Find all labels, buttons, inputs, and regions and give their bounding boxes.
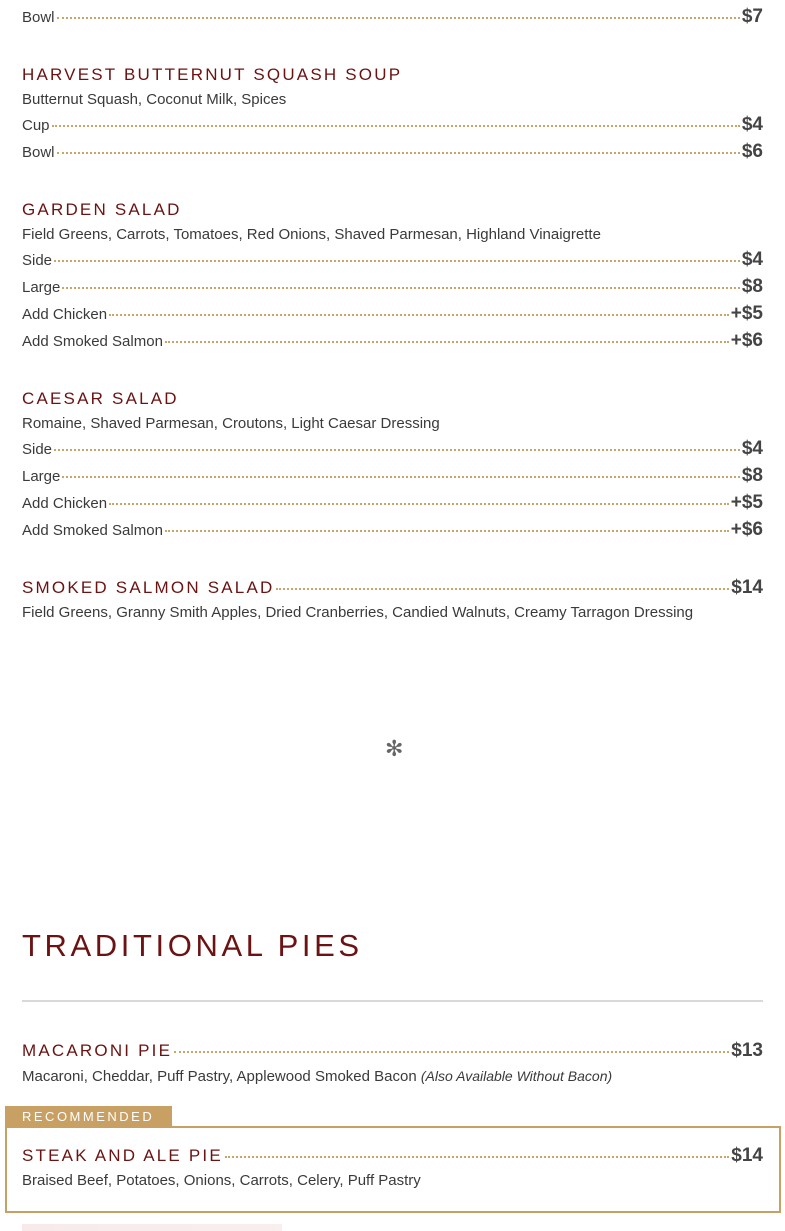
description-text: Macaroni, Cheddar, Puff Pastry, Applewood Smoked Bacon (22, 1068, 417, 1085)
price: +$6 (730, 519, 763, 540)
size-label: Side (22, 441, 53, 458)
cut-off-next-item (22, 1222, 763, 1231)
size-label: Bowl (22, 9, 55, 26)
item-row-steak-ale-pie (22, 1145, 763, 1167)
dot-leader (62, 287, 739, 289)
size-label: Bowl (22, 144, 55, 161)
section-divider (22, 1000, 763, 1002)
price: +$5 (730, 303, 763, 324)
item-title-squash-soup: HARVEST BUTTERNUT SQUASH SOUP (22, 65, 403, 84)
addon-label: Add Smoked Salmon (22, 333, 163, 350)
price-row-caesar-large (22, 466, 763, 487)
description-note: (Also Available Without Bacon) (420, 1068, 613, 1084)
price-row-squash-cup (22, 115, 763, 136)
addon-label: Add Chicken (22, 495, 108, 512)
price: $4 (741, 114, 763, 135)
item-title: MACARONI PIE (22, 1041, 173, 1060)
dot-leader (276, 588, 729, 590)
price-row-caesar-add-chicken (22, 493, 763, 514)
addon-label: Add Chicken (22, 306, 108, 323)
item-title: STEAK AND ALE PIE (22, 1146, 223, 1165)
price-row-garden-add-salmon (22, 331, 763, 352)
price: $6 (741, 141, 763, 162)
item-title: SMOKED SALMON SALAD (22, 578, 275, 597)
price-row-squash-bowl (22, 142, 763, 163)
price: $13 (731, 1040, 763, 1061)
size-label: Large (22, 468, 61, 485)
price: +$5 (730, 492, 763, 513)
dot-leader (54, 260, 740, 262)
price-row-caesar-side (22, 439, 763, 460)
price: $4 (741, 249, 763, 270)
dot-leader (109, 503, 729, 505)
size-label: Side (22, 252, 53, 269)
dot-leader (174, 1051, 729, 1053)
price-row-garden-large (22, 277, 763, 298)
item-row-smoked-salmon-salad (22, 577, 763, 599)
price-row-soup-bowl (22, 7, 763, 28)
price-row-caesar-add-salmon (22, 520, 763, 541)
price: $8 (741, 276, 763, 297)
dot-leader (165, 341, 729, 343)
item-title-garden-salad: GARDEN SALAD (22, 200, 182, 219)
addon-label: Add Smoked Salmon (22, 522, 163, 539)
dot-leader (225, 1156, 729, 1158)
item-description: Romaine, Shaved Parmesan, Croutons, Light Caesar Dressing (22, 415, 440, 432)
cut-off-title (22, 1224, 282, 1231)
price: $8 (741, 465, 763, 486)
recommended-badge: RECOMMENDED (5, 1106, 172, 1127)
dot-leader (52, 125, 740, 127)
price-row-garden-add-chicken (22, 304, 763, 325)
price: $14 (731, 577, 763, 598)
item-row-macaroni-pie (22, 1040, 763, 1062)
size-label: Cup (22, 117, 50, 134)
price-row-garden-side (22, 250, 763, 271)
dot-leader (57, 152, 740, 154)
price: $4 (741, 438, 763, 459)
price: $7 (741, 6, 763, 27)
item-description: Field Greens, Granny Smith Apples, Dried Cranberries, Candied Walnuts, Creamy Tarragon Dressing (22, 604, 694, 621)
item-description: Butternut Squash, Coconut Milk, Spices (22, 91, 287, 108)
dot-leader (109, 314, 729, 316)
item-title-caesar-salad: CAESAR SALAD (22, 389, 179, 408)
section-title: TRADITIONAL PIES (22, 928, 363, 963)
item-description: Field Greens, Carrots, Tomatoes, Red Onions, Shaved Parmesan, Highland Vinaigrette (22, 226, 601, 243)
dot-leader (62, 476, 739, 478)
item-description (22, 1066, 612, 1087)
dot-leader (57, 17, 740, 19)
asterisk-divider-icon: ✻ (385, 736, 404, 761)
price: $14 (731, 1145, 763, 1166)
recommended-box (5, 1126, 781, 1213)
dot-leader (165, 530, 729, 532)
dot-leader (54, 449, 740, 451)
item-description: Braised Beef, Potatoes, Onions, Carrots, Celery, Puff Pastry (22, 1172, 421, 1189)
size-label: Large (22, 279, 61, 296)
price: +$6 (730, 330, 763, 351)
